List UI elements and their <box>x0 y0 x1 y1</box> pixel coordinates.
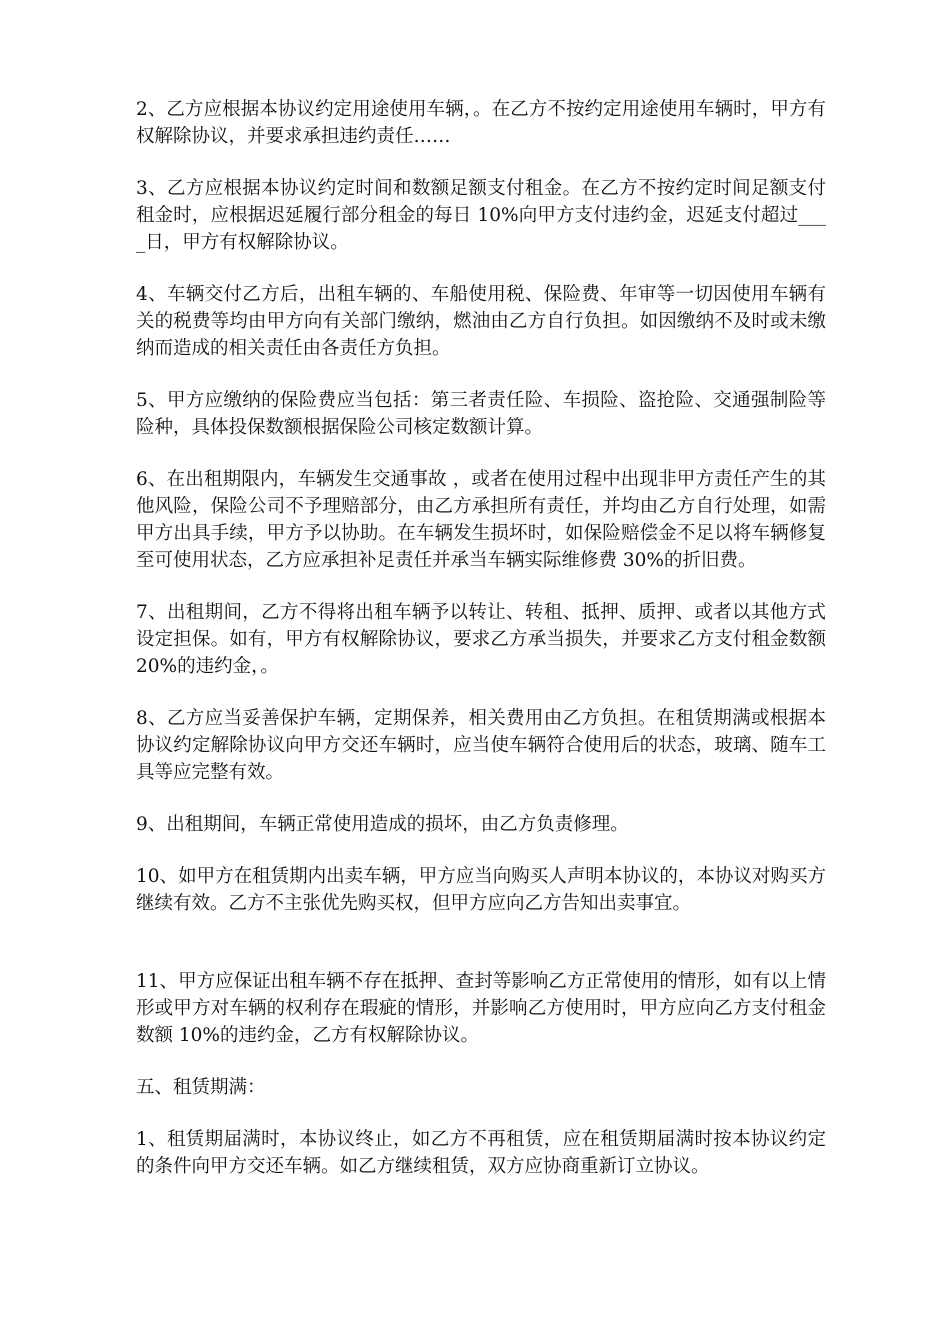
section-heading-lease-expiry: 五、租赁期满： <box>136 1077 266 1098</box>
clause-9: 9、出租期间，车辆正常使用造成的损坏，由乙方负责修理。 <box>136 814 629 835</box>
section-5-clause-1: 1、租赁期届满时，本协议终止，如乙方不再租赁，应在租赁期届满时按本协议约定的条件向甲方交还车辆。如乙方继续租赁，双方应协商重新订立协议。 <box>136 1129 826 1177</box>
clause-8: 8、乙方应当妥善保护车辆，定期保养，相关费用由乙方负担。在租赁期满或根据本协议约定解除协议向甲方交还车辆时，应当使车辆符合使用后的状态，玻璃、随车工具等应完整有效。 <box>136 708 826 783</box>
clause-4: 4、车辆交付乙方后，出租车辆的、车船使用税、保险费、年审等一切因使用车辆有关的税费等均由甲方向有关部门缴纳，燃油由乙方自行负担。如因缴纳不及时或未缴纳而造成的相关责任由各责任方负担。 <box>136 284 826 359</box>
clause-3: 3、乙方应根据本协议约定时间和数额足额支付租金。在乙方不按约定时间足额支付租金时，应根据迟延履行部分租金的每日 10%向甲方支付违约金，迟延支付超过____日，甲方有权解除协议。 <box>136 178 826 253</box>
clause-11: 11、甲方应保证出租车辆不存在抵押、查封等影响乙方正常使用的情形，如有以上情形或甲方对车辆的权利存在瑕疵的情形，并影响乙方使用时，甲方应向乙方支付租金数额 10%的违约金，乙方有权解除协议。 <box>136 971 826 1046</box>
clause-2: 2、乙方应根据本协议约定用途使用车辆，。在乙方不按约定用途使用车辆时，甲方有权解除协议，并要求承担违约责任…… <box>136 99 826 147</box>
document-page <box>136 96 826 1205</box>
clause-10: 10、如甲方在租赁期内出卖车辆，甲方应当向购买人声明本协议的，本协议对购买方继续有效。乙方不主张优先购买权，但甲方应向乙方告知出卖事宜。 <box>136 866 826 914</box>
clause-6: 6、在出租期限内，车辆发生交通事故 ，或者在使用过程中出现非甲方责任产生的其他风险，保险公司不予理赔部分，由乙方承担所有责任，并均由乙方自行处理，如需甲方出具手续，甲方予以协助。在车辆发生损坏时，如保险赔偿金不足以将车辆修复至可使用状态，乙方应承担补足责任并承当车辆实际维修费 30%的折旧费。 <box>136 469 826 571</box>
clause-7: 7、出租期间，乙方不得将出租车辆予以转让、转租、抵押、质押、或者以其他方式设定担保。如有，甲方有权解除协议，要求乙方承当损失，并要求乙方支付租金数额 20%的违约金，。 <box>136 602 826 677</box>
clause-5: 5、甲方应缴纳的保险费应当包括：第三者责任险、车损险、盗抢险、交通强制险等险种，具体投保数额根据保险公司核定数额计算。 <box>136 390 826 438</box>
